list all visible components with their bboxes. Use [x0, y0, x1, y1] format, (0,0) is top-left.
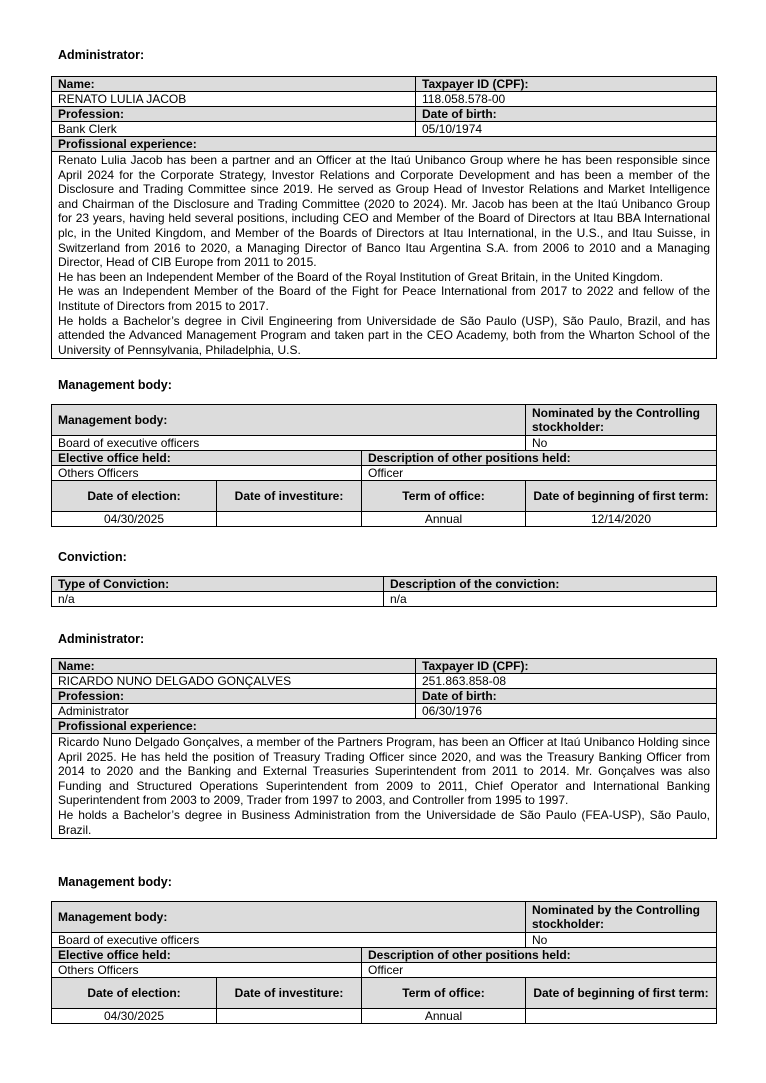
dob-value: 05/10/1974 [416, 122, 717, 137]
name-value: RICARDO NUNO DELGADO GONÇALVES [52, 674, 416, 689]
name-label: Name: [52, 659, 416, 674]
cpf-label: Taxpayer ID (CPF): [416, 659, 717, 674]
conviction-type-value: n/a [52, 592, 384, 607]
first-term-value [526, 1009, 717, 1024]
elective-value: Others Officers [52, 466, 362, 481]
profession-label: Profession: [52, 107, 416, 122]
other-positions-label: Description of other positions held: [362, 451, 717, 466]
election-date-value: 04/30/2025 [52, 1009, 217, 1024]
term-value: Annual [362, 512, 526, 527]
term-label: Term of office: [362, 481, 526, 512]
experience-label: Profissional experience: [52, 719, 717, 734]
name-label: Name: [52, 77, 416, 92]
mgmt1-heading: Management body: [58, 378, 172, 392]
profession-value: Administrator [52, 704, 416, 719]
nominated-value: No [526, 436, 717, 451]
nominated-label: Nominated by the Controlling stockholder: [526, 902, 717, 933]
mgmt1-table [51, 404, 717, 527]
nominated-value: No [526, 933, 717, 948]
mgmt2-heading: Management body: [58, 875, 172, 889]
investiture-date-label: Date of investiture: [217, 978, 362, 1009]
first-term-label: Date of beginning of first term: [526, 978, 717, 1009]
cpf-value: 251.863.858-08 [416, 674, 717, 689]
body-label: Management body: [52, 902, 526, 933]
admin2-table [51, 658, 717, 839]
election-date-label: Date of election: [52, 978, 217, 1009]
dob-label: Date of birth: [416, 689, 717, 704]
experience-paragraph: He was an Independent Member of the Board of the Fight for Peace International from 2017 to 2022 and fellow of the Institute of Directors from 2015 to 2017. [58, 284, 710, 313]
conviction-type-label: Type of Conviction: [52, 577, 384, 592]
dob-label: Date of birth: [416, 107, 717, 122]
first-term-label: Date of beginning of first term: [526, 481, 717, 512]
experience-text [52, 152, 717, 359]
other-positions-value: Officer [362, 466, 717, 481]
conviction-heading: Conviction: [58, 550, 127, 564]
experience-paragraph: Renato Lulia Jacob has been a partner and an Officer at the Itaú Unibanco Group where he has been responsible since April 2024 for the Corporate Strategy, Investor Relations and Corporate Development and has been a member of the Disclosure and Trading Committee since 2019. He served as Group Head of Investor Relations and Market Intelligence and Chairman of the Disclosure and Trading Committee (2020 to 2024). Mr. Jacob has been at the Itaú Unibanco Group for 23 years, having held several positions, including CEO and Member of the Board of Directors at Itau BBA International plc, in the United Kingdom, and Member of the Boards of Directors at Itau International, in the U.S., and Itau Suisse, in Switzerland from 2016 to 2020, a Managing Director of Banco Itau Argentina S.A. from 2006 to 2010 and a Managing Director, Head of CIB Europe from 2011 to 2015. [58, 153, 710, 270]
name-value: RENATO LULIA JACOB [52, 92, 416, 107]
election-date-value: 04/30/2025 [52, 512, 217, 527]
admin1-table [51, 76, 717, 359]
experience-text [52, 734, 717, 839]
experience-paragraph: Ricardo Nuno Delgado Gonçalves, a member of the Partners Program, has been an Officer at Itaú Unibanco Holding since April 2025. He has held the position of Treasury Trading Officer since 2020, and was the Treasury Banking Officer from 2014 to 2020 and the Banking and External Treasuries Superintendent from 2011 to 2014. Mr. Gonçalves was also Funding and Structured Operations Superintendent from 2009 to 2011, Chief Operator and International Banking Superintendent from 2003 to 2009, Trader from 1997 to 2003, and Controller from 1995 to 1997. [58, 735, 710, 808]
cpf-label: Taxpayer ID (CPF): [416, 77, 717, 92]
experience-paragraph: He holds a Bachelor’s degree in Civil Engineering from Universidade de São Paulo (USP), São Paulo, Brazil, and has attended the Advanced Management Program and taken part in the CEO Academy, both from the Wharton School of the University of Pennsylvania, Philadelphia, U.S. [58, 313, 710, 357]
body-label: Management body: [52, 405, 526, 436]
dob-value: 06/30/1976 [416, 704, 717, 719]
term-label: Term of office: [362, 978, 526, 1009]
investiture-date-value [217, 512, 362, 527]
first-term-value: 12/14/2020 [526, 512, 717, 527]
conviction-desc-label: Description of the conviction: [384, 577, 717, 592]
experience-label: Profissional experience: [52, 137, 717, 152]
elective-label: Elective office held: [52, 451, 362, 466]
cpf-value: 118.058.578-00 [416, 92, 717, 107]
nominated-label: Nominated by the Controlling stockholder: [526, 405, 717, 436]
election-date-label: Date of election: [52, 481, 217, 512]
experience-paragraph: He holds a Bachelor’s degree in Business Administration from the Universidade de São Paulo (FEA-USP), São Paulo, Brazil. [58, 807, 710, 837]
body-value: Board of executive officers [52, 933, 526, 948]
investiture-date-value [217, 1009, 362, 1024]
other-positions-value: Officer [362, 963, 717, 978]
investiture-date-label: Date of investiture: [217, 481, 362, 512]
term-value: Annual [362, 1009, 526, 1024]
conviction-table [51, 576, 717, 607]
admin1-heading: Administrator: [58, 48, 145, 62]
profession-label: Profession: [52, 689, 416, 704]
other-positions-label: Description of other positions held: [362, 948, 717, 963]
elective-label: Elective office held: [52, 948, 362, 963]
profession-value: Bank Clerk [52, 122, 416, 137]
admin2-heading: Administrator: [58, 632, 145, 646]
experience-paragraph: He has been an Independent Member of the Board of the Royal Institution of Great Britain, in the United Kingdom. [58, 269, 664, 284]
elective-value: Others Officers [52, 963, 362, 978]
body-value: Board of executive officers [52, 436, 526, 451]
conviction-desc-value: n/a [384, 592, 717, 607]
mgmt2-table [51, 901, 717, 1024]
